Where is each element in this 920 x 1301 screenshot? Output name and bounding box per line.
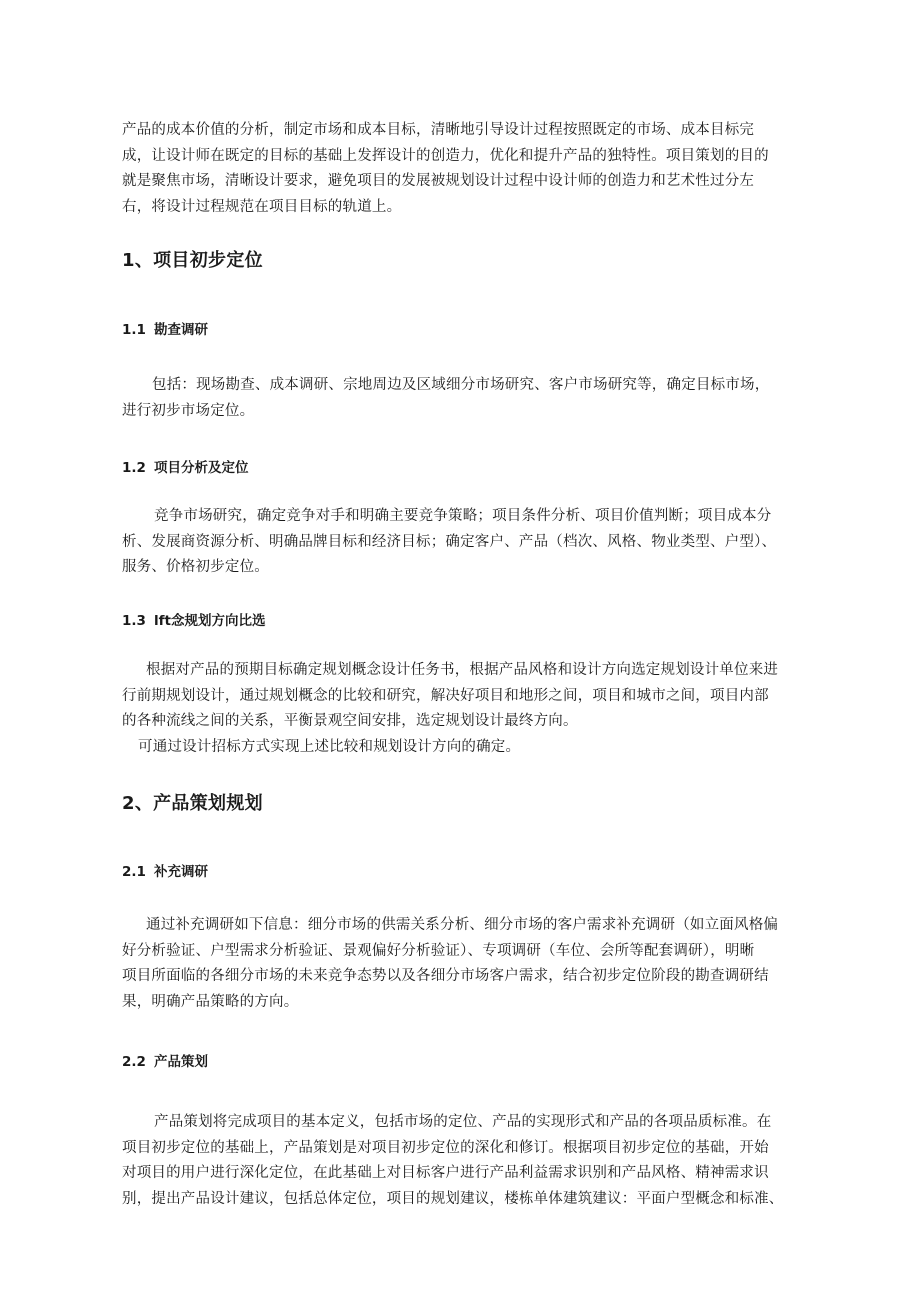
paragraph-line: 就是聚焦市场，清晰设计要求，避免项目的发展被规划设计过程中设计师的创造力和艺术性过分左 xyxy=(122,173,755,189)
subsection-number: 2.2 xyxy=(122,1054,146,1070)
subsection-1-3-heading xyxy=(122,609,265,629)
subsection-1-2-heading xyxy=(122,456,249,476)
subsection-2-2-paragraph xyxy=(122,1110,822,1212)
paragraph-line: 项目初步定位的基础上，产品策划是对项目初步定位的深化和修订。根据项目初步定位的基础，开始 xyxy=(122,1139,769,1156)
paragraph-line: 可通过设计招标方式实现上述比较和规划设计方向的确定。 xyxy=(138,738,521,755)
section-2-heading: 2、产品策划规划 xyxy=(122,793,263,814)
paragraph-line: 对项目的用户进行深化定位，在此基础上对目标客户进行产品利益需求识别和产品风格、精神需求识 xyxy=(122,1165,769,1181)
subsection-1-1-heading xyxy=(122,318,208,338)
paragraph-line: 通过补充调研如下信息：细分市场的供需关系分析、细分市场的客户需求补充调研（如立面风格偏 xyxy=(146,917,779,933)
paragraph-line: 行前期规划设计，通过规划概念的比较和研究，解决好项目和地形之间，项目和城市之间，项目内部 xyxy=(122,687,769,704)
paragraph-line: 的各种流线之间的关系，平衡景观空间安排，选定规划设计最终方向。 xyxy=(122,713,578,729)
section-1-heading: 1、项目初步定位 xyxy=(122,250,263,271)
subsection-title: 补充调研 xyxy=(154,864,208,880)
paragraph-line: 进行初步市场定位。 xyxy=(122,402,255,419)
subsection-1-1-paragraph xyxy=(122,373,822,424)
subsection-title: 产品策划 xyxy=(154,1054,208,1070)
subsection-1-3-paragraph xyxy=(122,658,822,760)
paragraph-line: 析、发展商资源分析、明确品牌目标和经济目标；确定客户、产品（档次、风格、物业类型、户型）、 xyxy=(122,533,777,550)
subsection-title: lft念规划方向比选 xyxy=(154,613,266,629)
subsection-number: 1.3 xyxy=(122,613,146,629)
paragraph-line: 竞争市场研究，确定竞争对手和明确主要竞争策略；项目条件分析、项目价值判断；项目成本分 xyxy=(154,508,772,524)
paragraph-line: 成，让设计师在既定的目标的基础上发挥设计的创造力，优化和提升产品的独特性。项目策划的目的 xyxy=(122,147,769,164)
subsection-1-2-paragraph xyxy=(122,504,822,581)
paragraph-line: 根据对产品的预期目标确定规划概念设计任务书，根据产品风格和设计方向选定规划设计单位来进 xyxy=(146,662,779,678)
paragraph-line: 果，明确产品策略的方向。 xyxy=(122,993,299,1010)
subsection-2-2-heading xyxy=(122,1050,208,1070)
subsection-title: 勘查调研 xyxy=(154,322,208,338)
subsection-title: 项目分析及定位 xyxy=(154,460,249,476)
paragraph-line: 右，将设计过程规范在项目目标的轨道上。 xyxy=(122,198,402,215)
subsection-number: 1.2 xyxy=(122,460,146,476)
subsection-2-1-paragraph xyxy=(122,913,822,1015)
paragraph-line: 别，提出产品设计建议，包括总体定位，项目的规划建议，楼栋单体建筑建议：平面户型概念和标准、 xyxy=(122,1190,784,1207)
paragraph-line: 项目所面临的各细分市场的未来竞争态势以及各细分市场客户需求，结合初步定位阶段的勘查调研结 xyxy=(122,968,769,984)
paragraph-line: 好分析验证、户型需求分析验证、景观偏好分析验证）、专项调研（车位、会所等配套调研），明晰 xyxy=(122,942,755,959)
paragraph-line: 产品策划将完成项目的基本定义，包括市场的定位、产品的实现形式和产品的各项品质标准。在 xyxy=(154,1114,772,1130)
intro-paragraph xyxy=(122,118,822,220)
subsection-number: 2.1 xyxy=(122,864,146,880)
subsection-number: 1.1 xyxy=(122,322,146,338)
subsection-2-1-heading xyxy=(122,860,208,880)
paragraph-line: 包括：现场勘查、成本调研、宗地周边及区域细分市场研究、客户市场研究等，确定目标市场， xyxy=(152,377,770,393)
paragraph-line: 产品的成本价值的分析，制定市场和成本目标，清晰地引导设计过程按照既定的市场、成本目标完 xyxy=(122,122,755,138)
paragraph-line: 服务、价格初步定位。 xyxy=(122,559,269,575)
